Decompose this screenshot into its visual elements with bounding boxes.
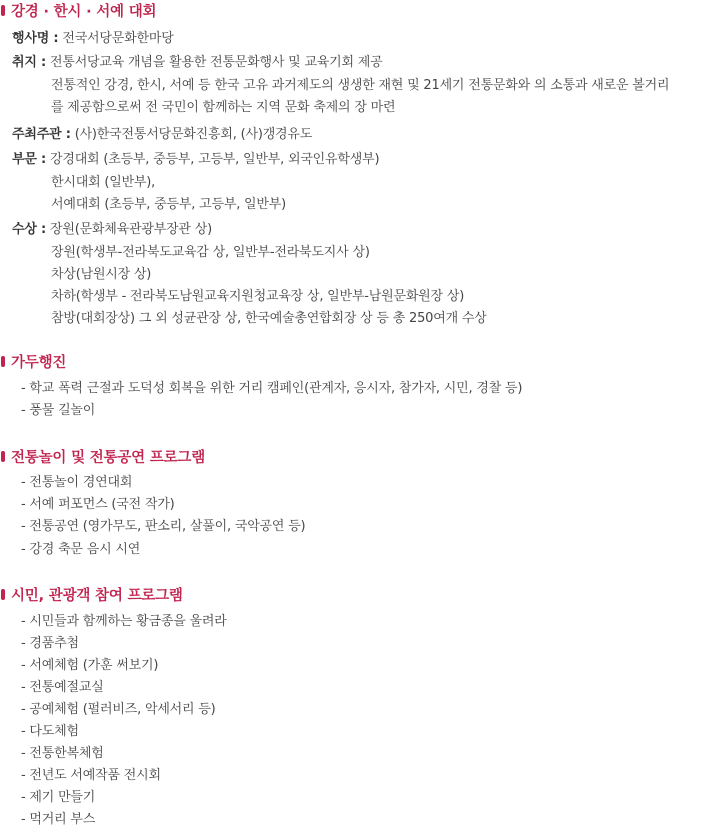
award-row	[12, 221, 212, 239]
list-item: - 다도체험	[21, 724, 79, 739]
event-name-value: 전국서당문화한마당	[58, 31, 174, 46]
section-marker-icon	[1, 5, 5, 16]
host-value: (사)한국전통서당문화진흥회, (사)갱경유도	[70, 127, 313, 142]
list-item: - 전통공연 (영가무도, 판소리, 살풀이, 국악공연 등)	[21, 519, 306, 534]
division-continuation: 한시대회 (일반부),	[51, 175, 156, 190]
list-item: - 전통예절교실	[21, 680, 104, 695]
section-title: 강경 · 한시 · 서예 대회	[11, 4, 157, 20]
award-continuation: 차상(남원시장 상)	[51, 267, 152, 282]
purpose-continuation: 를 제공함으로써 전 국민이 함께하는 지역 문화 축제의 장 마련	[51, 100, 396, 115]
list-item: - 시민들과 함께하는 황금종을 울려라	[21, 614, 227, 629]
list-item: - 전통놀이 경연대회	[21, 475, 133, 490]
host-row	[12, 126, 312, 144]
purpose-row	[12, 54, 383, 72]
section-title: 전통놀이 및 전통공연 프로그램	[11, 450, 206, 466]
section-header-citizen-program	[0, 584, 183, 605]
section-title: 가두행진	[11, 355, 67, 371]
event-name-row	[12, 30, 174, 48]
list-item: - 제기 만들기	[21, 790, 96, 805]
list-item: - 전통한복체험	[21, 746, 104, 761]
list-item: - 공예체험 (펄러비즈, 악세서리 등)	[21, 702, 216, 717]
section-marker-icon	[1, 589, 5, 600]
list-item: - 서예체험 (가훈 써보기)	[21, 658, 159, 673]
division-continuation: 서예대회 (초등부, 중등부, 고등부, 일반부)	[51, 197, 286, 212]
section-title: 시민, 관광객 참여 프로그램	[11, 588, 183, 604]
event-name-label: 행사명 :	[12, 31, 59, 46]
section-marker-icon	[1, 451, 5, 462]
list-item: - 강경 축문 음시 시연	[21, 542, 141, 557]
list-item: - 풍물 길놀이	[21, 403, 96, 418]
list-item: - 학교 폭력 근절과 도덕성 회복을 위한 거리 캠페인(관계자, 응시자, 참가자, 시민, 경찰 등)	[21, 381, 523, 396]
section-marker-icon	[1, 356, 5, 367]
division-value: 강경대회 (초등부, 중등부, 고등부, 일반부, 외국인유학생부)	[46, 152, 380, 167]
list-item: - 경품추첨	[21, 636, 79, 651]
division-label: 부문 :	[12, 152, 47, 167]
section-header-traditional-program	[0, 446, 205, 467]
award-continuation: 장원(학생부-전라북도교육감 상, 일반부-전라북도지사 상)	[51, 245, 370, 260]
award-value: 장원(문화체육관광부장관 상)	[46, 222, 212, 237]
division-row	[12, 151, 379, 169]
purpose-label: 취지 :	[12, 55, 47, 70]
list-item: - 전년도 서예작품 전시회	[21, 768, 161, 783]
purpose-continuation: 전통적인 강경, 한시, 서예 등 한국 고유 과거제도의 생생한 재현 및 21세기 전통문화와 의 소통과 새로운 볼거리	[51, 78, 670, 93]
award-label: 수상 :	[12, 222, 47, 237]
section-header-contest	[0, 0, 156, 21]
award-continuation: 차하(학생부 - 전라북도남원교육지원청교육장 상, 일반부-남원문화원장 상)	[51, 289, 465, 304]
host-label: 주최주관 :	[12, 127, 71, 142]
section-header-parade	[0, 351, 66, 372]
list-item: - 서예 퍼포먼스 (국전 작가)	[21, 497, 175, 512]
list-item: - 먹거리 부스	[21, 812, 96, 827]
purpose-value: 전통서당교육 개념을 활용한 전통문화행사 및 교육기회 제공	[46, 55, 383, 70]
award-continuation: 참방(대회장상) 그 외 성균관장 상, 한국예술총연합회장 상 등 총 250여개 수상	[51, 311, 487, 326]
